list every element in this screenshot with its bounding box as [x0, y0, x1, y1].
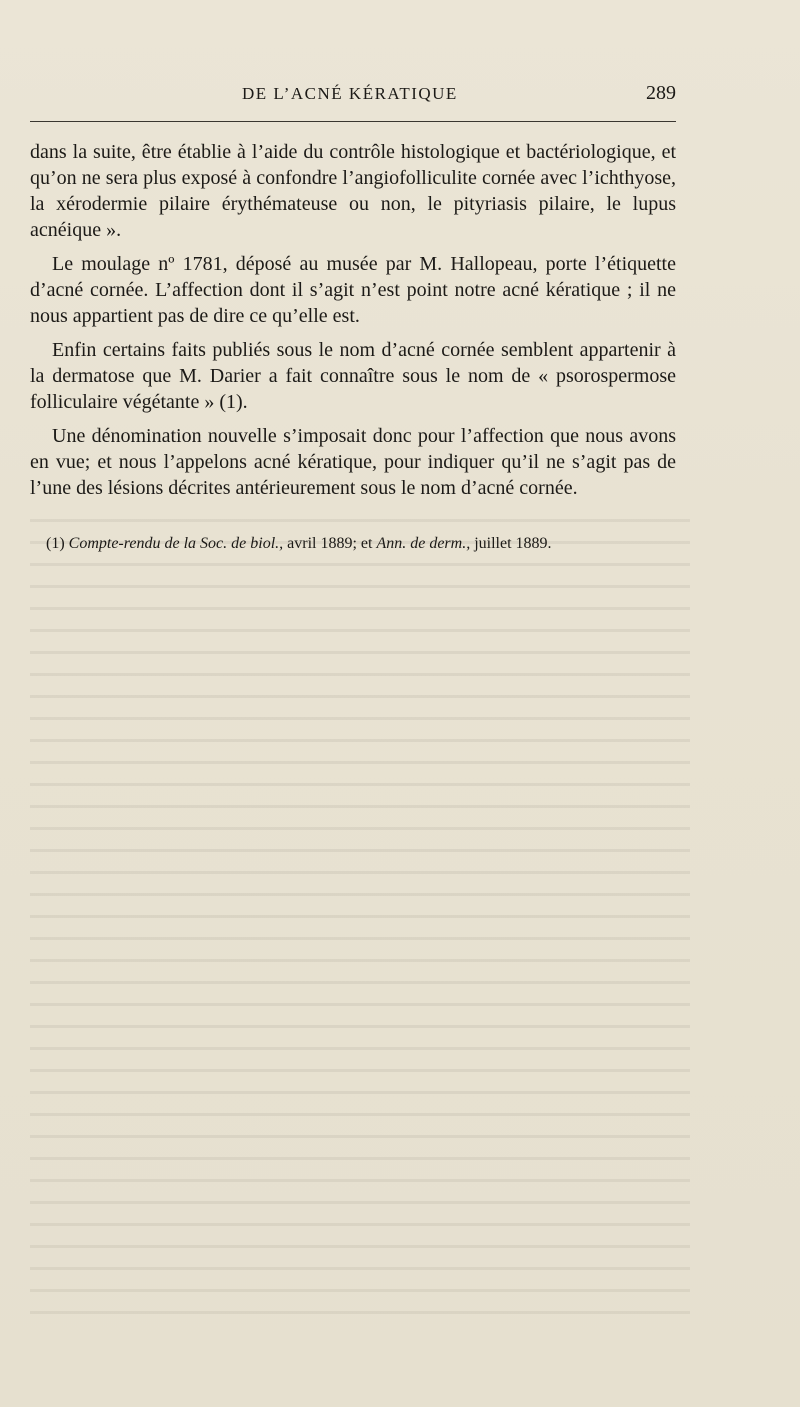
header-rule	[30, 121, 676, 122]
page-header	[30, 82, 676, 112]
footnote-source-1: Compte-rendu de la Soc. de biol.,	[68, 535, 284, 552]
paragraph-1: dans la suite, être établie à l’aide du contrôle histologique et bactériologique, et qu’on ne sera plus exposé à confondre l’angiofolliculite cornée avec l’ichthyose, la xérodermie pilaire érythémateuse ou non, le pityriasis pilaire, le lupus acnéique ».	[30, 141, 676, 241]
running-title: DE L’ACNÉ KÉRATIQUE	[242, 84, 458, 103]
show-through-texture	[30, 505, 690, 1325]
page-number: 289	[646, 82, 676, 104]
body-text	[30, 139, 676, 509]
paragraph-4: Une dénomination nouvelle s’imposait donc pour l’affection que nous avons en vue; et nous l’appelons acné kératique, pour indiquer qu’il ne s’agit pas de l’une des lésions décrites antérieurement sous le nom d’acné cornée.	[30, 425, 676, 499]
paragraph-3: Enfin certains faits publiés sous le nom d’acné cornée semblent appartenir à la dermatose que M. Darier a fait connaître sous le nom de « psorospermose folliculaire végétante » (1).	[30, 339, 676, 413]
footnote-marker: (1)	[46, 535, 65, 552]
footnote	[46, 533, 676, 555]
footnote-date-2: juillet 1889.	[474, 535, 552, 552]
paragraph-2: Le moulage nº 1781, déposé au musée par M. Hallopeau, porte l’étiquette d’acné cornée. L’affection dont il s’agit n’est point notre acné kératique ; il ne nous appartient pas de dire ce qu’elle est.	[30, 253, 676, 327]
footnote-source-2: Ann. de derm.,	[376, 535, 471, 552]
footnote-date-1: avril 1889; et	[287, 535, 373, 552]
